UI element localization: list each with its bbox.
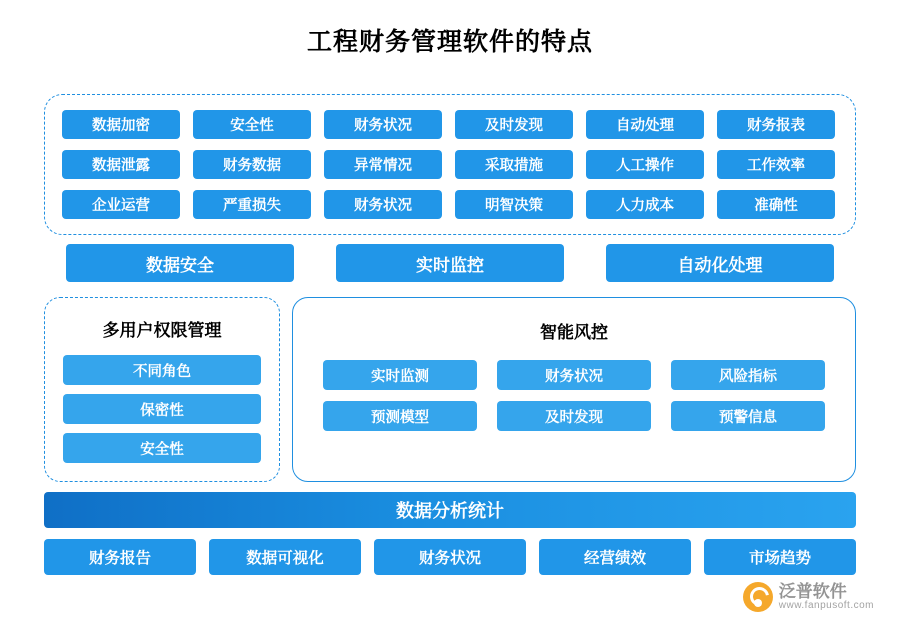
keyword-chip: 财务状况 — [324, 190, 442, 219]
bottom-item: 数据可视化 — [209, 539, 361, 575]
panel-right-item: 预测模型 — [323, 401, 477, 431]
bottom-item: 市场趋势 — [704, 539, 856, 575]
logo-name-en: www.fanpusoft.com — [778, 599, 874, 611]
panel-left-item: 不同角色 — [63, 355, 261, 385]
keyword-chip: 明智决策 — [455, 190, 573, 219]
keyword-chip: 数据泄露 — [62, 150, 180, 179]
logo-text — [779, 583, 874, 611]
keyword-chip: 及时发现 — [455, 110, 573, 139]
bottom-row — [44, 539, 856, 575]
category-data-security: 数据安全 — [66, 244, 294, 282]
watermark-logo — [743, 582, 874, 612]
page-title: 工程财务管理软件的特点 — [306, 28, 593, 56]
panel-right-items — [323, 360, 825, 431]
keyword-chip: 财务状况 — [324, 110, 442, 139]
panel-left-items — [45, 355, 279, 463]
keyword-chip: 安全性 — [193, 110, 311, 139]
keyword-chip: 工作效率 — [717, 150, 835, 179]
keyword-chip: 人工操作 — [586, 150, 704, 179]
bottom-item: 财务状况 — [374, 539, 526, 575]
keyword-chip: 企业运营 — [62, 190, 180, 219]
keyword-chip: 数据加密 — [62, 110, 180, 139]
logo-name-cn: 泛普软件 — [778, 581, 847, 601]
panel-right-item: 风险指标 — [671, 360, 825, 390]
keyword-chip: 采取措施 — [455, 150, 573, 179]
data-analysis-bar: 数据分析统计 — [44, 492, 856, 528]
keyword-chip: 准确性 — [717, 190, 835, 219]
keyword-chip: 财务数据 — [193, 150, 311, 179]
panel-right-item: 实时监测 — [323, 360, 477, 390]
keyword-chip: 自动处理 — [586, 110, 704, 139]
bottom-item: 经营绩效 — [539, 539, 691, 575]
keyword-chip: 严重损失 — [193, 190, 311, 219]
fanpu-logo-icon — [743, 582, 773, 612]
category-automation: 自动化处理 — [606, 244, 834, 282]
panel-right-title: 智能风控 — [540, 323, 608, 342]
panel-multi-user-permission — [44, 297, 280, 482]
category-row — [66, 244, 834, 282]
panel-intelligent-risk-control — [292, 297, 856, 482]
panel-right-item: 财务状况 — [497, 360, 651, 390]
panel-right-item: 预警信息 — [671, 401, 825, 431]
category-realtime-monitor: 实时监控 — [336, 244, 564, 282]
top-keyword-grid — [62, 110, 840, 219]
panel-left-item: 安全性 — [63, 433, 261, 463]
bottom-item: 财务报告 — [44, 539, 196, 575]
panel-right-item: 及时发现 — [497, 401, 651, 431]
keyword-chip: 财务报表 — [717, 110, 835, 139]
panel-left-title: 多用户权限管理 — [102, 321, 222, 340]
panel-left-item: 保密性 — [63, 394, 261, 424]
keyword-chip: 异常情况 — [324, 150, 442, 179]
keyword-chip: 人力成本 — [586, 190, 704, 219]
